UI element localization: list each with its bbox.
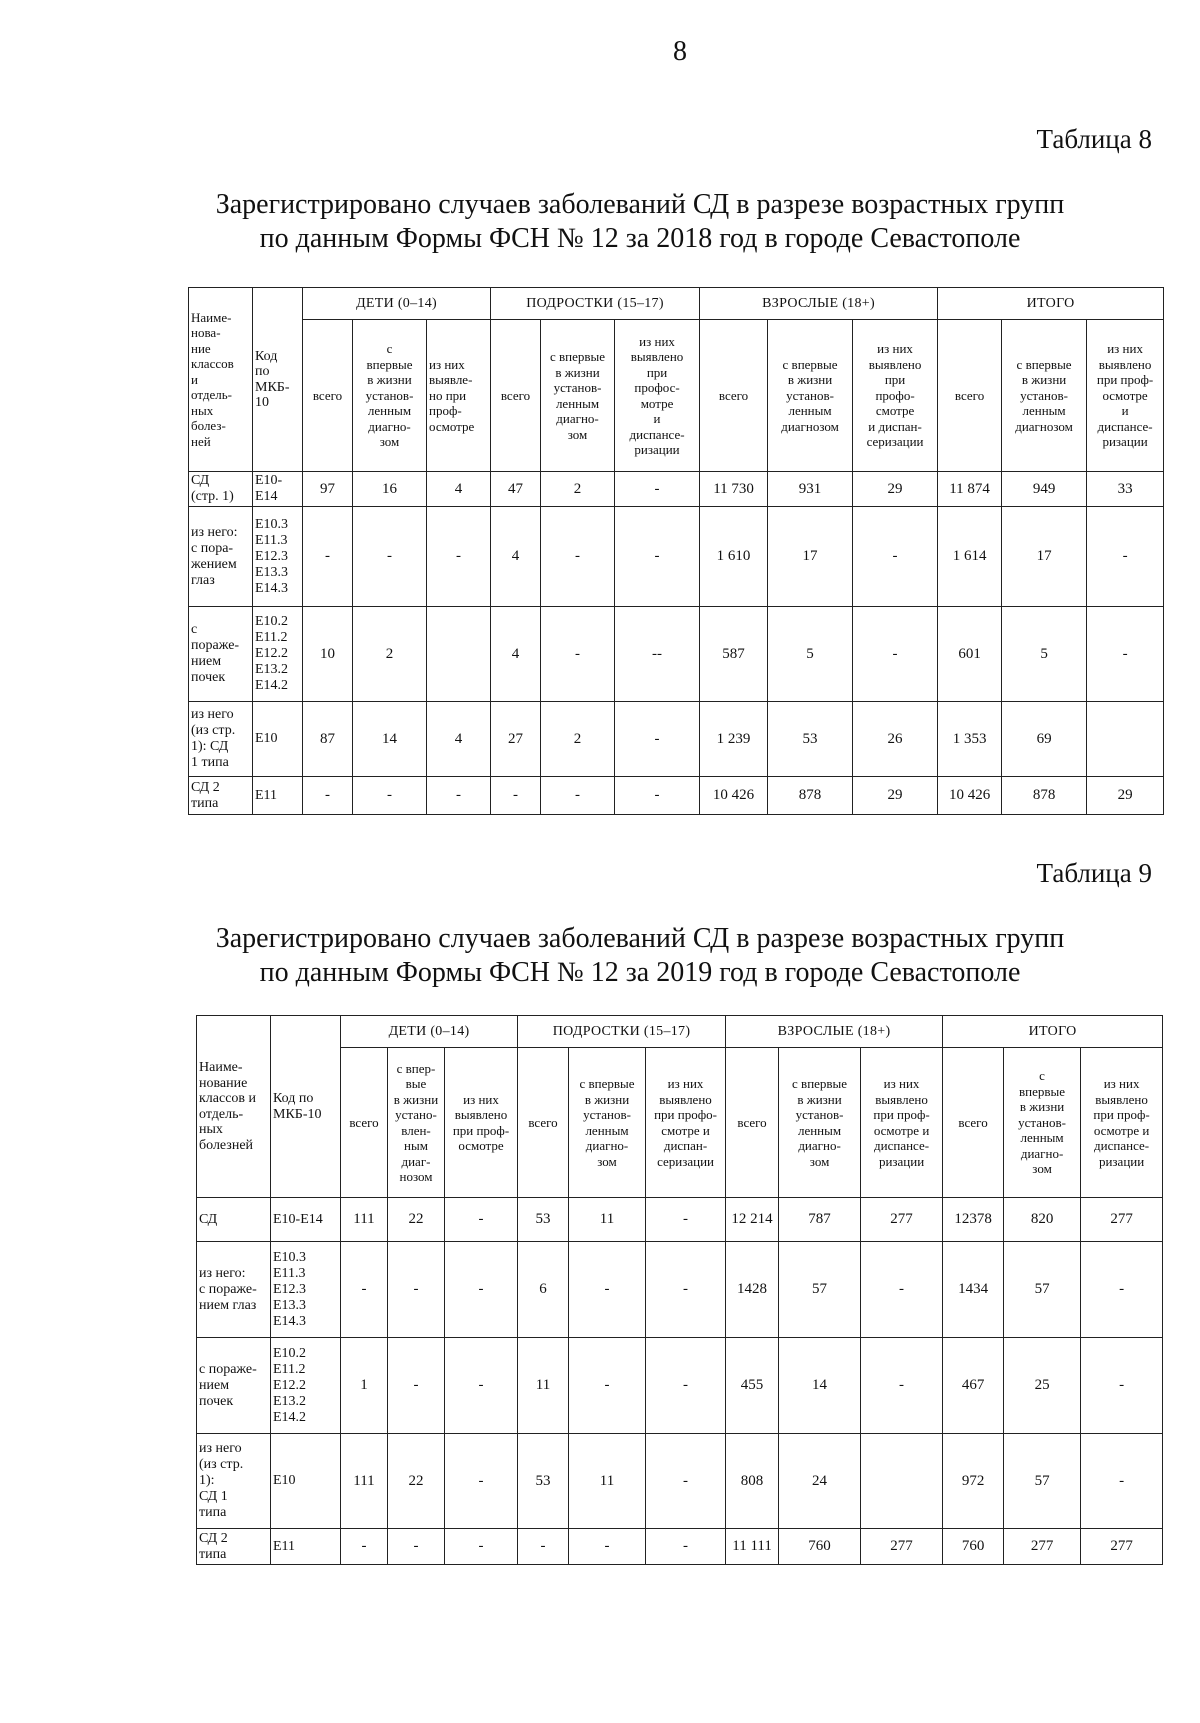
row-value-cell: 277 <box>1081 1529 1163 1565</box>
row-value-cell: - <box>853 607 938 702</box>
row-value-cell: - <box>615 507 700 607</box>
row-value-cell: - <box>615 777 700 815</box>
table-8-sub-header: с впервые в жизни установ- ленным диагно- зом <box>541 320 615 472</box>
table-8-sub-header: всего <box>938 320 1002 472</box>
table-row <box>189 472 1164 507</box>
row-value-cell: 17 <box>768 507 853 607</box>
table-9-sub-header: всего <box>518 1048 569 1198</box>
row-disease-name: из него: с пора- жением глаз <box>189 507 253 607</box>
table-8-sub-header: всего <box>491 320 541 472</box>
row-value-cell <box>1087 702 1164 777</box>
row-value-cell: 11 <box>569 1198 646 1242</box>
row-value-cell: 27 <box>491 702 541 777</box>
table-8 <box>188 287 1164 815</box>
row-icd-code: Е10.3 Е11.3 Е12.3 Е13.3 Е14.3 <box>253 507 303 607</box>
row-value-cell: - <box>569 1529 646 1565</box>
table-8-title: Зарегистрировано случаев заболеваний СД в разрезе возрастных групп по данным Формы ФСН № 12 за 2018 год в городе Севастополе <box>215 189 1065 254</box>
table-9-group-total: ИТОГО <box>943 1016 1163 1048</box>
row-disease-name: СД 2 типа <box>189 777 253 815</box>
row-value-cell: - <box>541 507 615 607</box>
row-value-cell: - <box>445 1434 518 1529</box>
row-value-cell: 4 <box>491 507 541 607</box>
row-value-cell: 277 <box>861 1198 943 1242</box>
table-9-sub-header: с впервые в жизни установ- ленным диагно- зом <box>1004 1048 1081 1198</box>
row-value-cell: 57 <box>779 1242 861 1338</box>
table-9-group-adults: ВЗРОСЛЫЕ (18+) <box>726 1016 943 1048</box>
table-9-sub-header: всего <box>341 1048 388 1198</box>
row-value-cell: 760 <box>943 1529 1004 1565</box>
row-value-cell: 22 <box>388 1198 445 1242</box>
row-value-cell: - <box>341 1242 388 1338</box>
row-value-cell: 111 <box>341 1198 388 1242</box>
row-value-cell: 87 <box>303 702 353 777</box>
row-value-cell: 16 <box>353 472 427 507</box>
table-9-sub-header: из них выявлено при профо- смотре и диспан- серизации <box>646 1048 726 1198</box>
row-value-cell: 2 <box>541 472 615 507</box>
row-value-cell: 4 <box>427 702 491 777</box>
table-8-sub-header: всего <box>303 320 353 472</box>
row-value-cell: - <box>861 1338 943 1434</box>
table-8-body <box>189 472 1164 815</box>
row-value-cell: 53 <box>768 702 853 777</box>
row-value-cell: - <box>303 777 353 815</box>
table-9-sub-header: из них выявлено при проф- осмотре и диспансе- ризации <box>1081 1048 1163 1198</box>
table-9-sub-header: из них выявлено при проф- осмотре <box>445 1048 518 1198</box>
row-value-cell: - <box>303 507 353 607</box>
table-8-group-adults: ВЗРОСЛЫЕ (18+) <box>700 288 938 320</box>
row-value-cell: - <box>353 507 427 607</box>
row-value-cell: - <box>388 1529 445 1565</box>
row-value-cell: 29 <box>853 472 938 507</box>
table-8-header-code: Код по МКБ- 10 <box>253 288 303 472</box>
row-value-cell: 5 <box>768 607 853 702</box>
table-8-header-name: Наиме- нова- ние классов и отдель- ных болез- ней <box>189 288 253 472</box>
row-value-cell: - <box>646 1434 726 1529</box>
table-row <box>189 702 1164 777</box>
row-value-cell: 53 <box>518 1434 569 1529</box>
row-value-cell: 11 730 <box>700 472 768 507</box>
row-value-cell: - <box>615 702 700 777</box>
row-value-cell: 5 <box>1002 607 1087 702</box>
row-value-cell: - <box>1081 1242 1163 1338</box>
row-value-cell: 12 214 <box>726 1198 779 1242</box>
row-value-cell: - <box>445 1242 518 1338</box>
row-value-cell: - <box>341 1529 388 1565</box>
row-disease-name: СД 2 типа <box>197 1529 271 1565</box>
table-8-sub-header: из них выявлено при профо- смотре и диспан- серизации <box>853 320 938 472</box>
table-9-sub-header: всего <box>726 1048 779 1198</box>
table-row <box>197 1198 1163 1242</box>
table-9-label: Таблица 9 <box>1036 858 1152 888</box>
row-value-cell: - <box>1087 607 1164 702</box>
row-value-cell: 949 <box>1002 472 1087 507</box>
table-row <box>197 1242 1163 1338</box>
table-9 <box>196 1015 1163 1565</box>
table-8-sub-header: с впервые в жизни установ- ленным диагно- зом <box>353 320 427 472</box>
page-number: 8 <box>673 36 687 67</box>
row-value-cell: 29 <box>1087 777 1164 815</box>
row-value-cell: 1434 <box>943 1242 1004 1338</box>
row-value-cell <box>861 1434 943 1529</box>
row-value-cell: - <box>1087 507 1164 607</box>
row-value-cell: 2 <box>353 607 427 702</box>
row-value-cell: 25 <box>1004 1338 1081 1434</box>
table-9-sub-header: с впервые в жизни установ- ленным диагно- зом <box>779 1048 861 1198</box>
row-value-cell: 57 <box>1004 1434 1081 1529</box>
row-value-cell: - <box>1081 1434 1163 1529</box>
table-8-sub-header: с впервые в жизни установ- ленным диагнозом <box>768 320 853 472</box>
row-value-cell: 277 <box>1081 1198 1163 1242</box>
row-value-cell: 14 <box>353 702 427 777</box>
row-value-cell: 4 <box>491 607 541 702</box>
row-value-cell: 1 <box>341 1338 388 1434</box>
table-8-sub-header: из них выявлено при проф- осмотре и диспансе- ризации <box>1087 320 1164 472</box>
row-value-cell: 97 <box>303 472 353 507</box>
row-disease-name: СД <box>197 1198 271 1242</box>
row-value-cell: 467 <box>943 1338 1004 1434</box>
table-9-group-children: ДЕТИ (0–14) <box>341 1016 518 1048</box>
row-value-cell: 12378 <box>943 1198 1004 1242</box>
row-value-cell: 69 <box>1002 702 1087 777</box>
row-value-cell: 601 <box>938 607 1002 702</box>
row-value-cell: 26 <box>853 702 938 777</box>
row-value-cell: - <box>388 1338 445 1434</box>
row-value-cell: 1 239 <box>700 702 768 777</box>
table-row <box>197 1529 1163 1565</box>
row-value-cell: 587 <box>700 607 768 702</box>
table-row <box>197 1338 1163 1434</box>
row-value-cell: 111 <box>341 1434 388 1529</box>
table-8-sub-header: с впервые в жизни установ- ленным диагнозом <box>1002 320 1087 472</box>
row-value-cell: 47 <box>491 472 541 507</box>
row-icd-code: Е11 <box>253 777 303 815</box>
row-value-cell: - <box>646 1338 726 1434</box>
row-value-cell: 6 <box>518 1242 569 1338</box>
row-value-cell: - <box>445 1529 518 1565</box>
row-icd-code: Е10.2 Е11.2 Е12.2 Е13.2 Е14.2 <box>253 607 303 702</box>
table-8-sub-header: всего <box>700 320 768 472</box>
row-value-cell: 1 353 <box>938 702 1002 777</box>
row-value-cell: - <box>491 777 541 815</box>
row-value-cell: 33 <box>1087 472 1164 507</box>
row-value-cell: - <box>853 507 938 607</box>
table-9-sub-header: с впер- вые в жизни устано- влен- ным диаг- нозом <box>388 1048 445 1198</box>
row-value-cell: - <box>1081 1338 1163 1434</box>
table-9-sub-header: из них выявлено при проф- осмотре и диспансе- ризации <box>861 1048 943 1198</box>
table-8-sub-header: из них выявле- но при проф- осмотре <box>427 320 491 472</box>
row-value-cell: 11 874 <box>938 472 1002 507</box>
table-8-group-children: ДЕТИ (0–14) <box>303 288 491 320</box>
row-value-cell: - <box>353 777 427 815</box>
row-value-cell: 17 <box>1002 507 1087 607</box>
row-icd-code: Е10 <box>253 702 303 777</box>
row-value-cell: - <box>427 507 491 607</box>
row-value-cell: - <box>646 1242 726 1338</box>
table-row <box>189 777 1164 815</box>
row-value-cell: - <box>861 1242 943 1338</box>
table-9-header-code: Код по МКБ-10 <box>271 1016 341 1198</box>
table-9-sub-header: всего <box>943 1048 1004 1198</box>
table-row <box>189 607 1164 702</box>
row-value-cell: - <box>388 1242 445 1338</box>
row-value-cell: 931 <box>768 472 853 507</box>
row-value-cell: 455 <box>726 1338 779 1434</box>
table-9-title: Зарегистрировано случаев заболеваний СД в разрезе возрастных групп по данным Формы ФСН № 12 за 2019 год в городе Севастополе <box>215 923 1065 988</box>
row-value-cell: 57 <box>1004 1242 1081 1338</box>
row-value-cell: 277 <box>861 1529 943 1565</box>
row-disease-name: с пораже- нием почек <box>189 607 253 702</box>
row-value-cell: 53 <box>518 1198 569 1242</box>
table-9-body <box>197 1198 1163 1565</box>
row-icd-code: Е10-Е14 <box>271 1198 341 1242</box>
row-value-cell: 1 614 <box>938 507 1002 607</box>
row-value-cell: - <box>569 1242 646 1338</box>
row-value-cell: 11 <box>518 1338 569 1434</box>
row-disease-name: из него (из стр. 1): СД 1 типа <box>189 702 253 777</box>
table-8-sub-header: из них выявлено при профос- мотре и диспансе- ризации <box>615 320 700 472</box>
row-disease-name: СД (стр. 1) <box>189 472 253 507</box>
row-icd-code: Е10.2 Е11.2 Е12.2 Е13.2 Е14.2 <box>271 1338 341 1434</box>
row-value-cell: 2 <box>541 702 615 777</box>
table-8-label: Таблица 8 <box>1036 124 1152 154</box>
table-9-group-teens: ПОДРОСТКИ (15–17) <box>518 1016 726 1048</box>
row-value-cell: 4 <box>427 472 491 507</box>
table-9-header-name: Наиме- нование классов и отдель- ных болезней <box>197 1016 271 1198</box>
row-value-cell: 10 426 <box>700 777 768 815</box>
row-value-cell: 1 610 <box>700 507 768 607</box>
table-9-header-groups <box>197 1016 1163 1048</box>
row-value-cell: - <box>646 1198 726 1242</box>
row-value-cell: 10 426 <box>938 777 1002 815</box>
row-value-cell: - <box>615 472 700 507</box>
table-row <box>189 507 1164 607</box>
row-value-cell: 277 <box>1004 1529 1081 1565</box>
row-value-cell: - <box>541 777 615 815</box>
row-disease-name: из него (из стр. 1): СД 1 типа <box>197 1434 271 1529</box>
row-icd-code: Е10.3 Е11.3 Е12.3 Е13.3 Е14.3 <box>271 1242 341 1338</box>
row-icd-code: Е10 <box>271 1434 341 1529</box>
row-value-cell: 22 <box>388 1434 445 1529</box>
row-icd-code: Е10- Е14 <box>253 472 303 507</box>
table-9-sub-header: с впервые в жизни установ- ленным диагно- зом <box>569 1048 646 1198</box>
row-value-cell: 29 <box>853 777 938 815</box>
table-9-header-sub <box>197 1048 1163 1198</box>
row-value-cell: 760 <box>779 1529 861 1565</box>
row-value-cell: 808 <box>726 1434 779 1529</box>
row-icd-code: Е11 <box>271 1529 341 1565</box>
row-value-cell: - <box>646 1529 726 1565</box>
row-disease-name: из него: с пораже- нием глаз <box>197 1242 271 1338</box>
row-value-cell: 878 <box>1002 777 1087 815</box>
row-value-cell: 14 <box>779 1338 861 1434</box>
row-value-cell: - <box>541 607 615 702</box>
table-8-header-sub <box>189 320 1164 472</box>
table-8-header-groups <box>189 288 1164 320</box>
row-value-cell: 972 <box>943 1434 1004 1529</box>
row-value-cell: 24 <box>779 1434 861 1529</box>
row-value-cell: 1428 <box>726 1242 779 1338</box>
row-value-cell: 11 111 <box>726 1529 779 1565</box>
table-8-group-total: ИТОГО <box>938 288 1164 320</box>
row-value-cell: - <box>445 1338 518 1434</box>
row-value-cell: - <box>427 777 491 815</box>
row-value-cell: 878 <box>768 777 853 815</box>
row-value-cell: - <box>518 1529 569 1565</box>
row-disease-name: с пораже- нием почек <box>197 1338 271 1434</box>
row-value-cell: 10 <box>303 607 353 702</box>
row-value-cell: - <box>445 1198 518 1242</box>
table-8-group-teens: ПОДРОСТКИ (15–17) <box>491 288 700 320</box>
row-value-cell <box>427 607 491 702</box>
row-value-cell: 11 <box>569 1434 646 1529</box>
row-value-cell: 787 <box>779 1198 861 1242</box>
row-value-cell: 820 <box>1004 1198 1081 1242</box>
table-row <box>197 1434 1163 1529</box>
row-value-cell: -- <box>615 607 700 702</box>
row-value-cell: - <box>569 1338 646 1434</box>
